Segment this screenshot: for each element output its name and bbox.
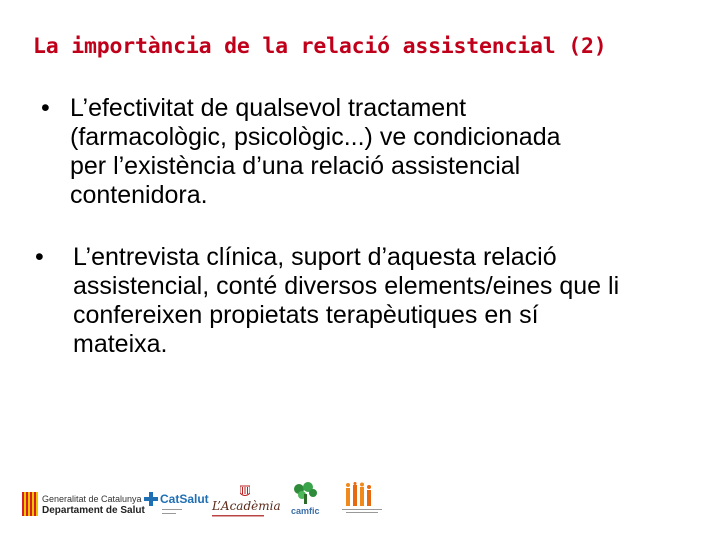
figures-subtext xyxy=(340,508,384,516)
bullet-line: contenidora. xyxy=(70,181,208,209)
senyera-icon xyxy=(22,492,38,516)
bullet-line: mateixa. xyxy=(73,330,168,358)
catsalut-subtext xyxy=(162,508,192,519)
bullet-line: L’efectivitat de qualsevol tractament xyxy=(70,94,467,122)
bullet-line: confereixen propietats terapèutiques en sí xyxy=(73,301,539,329)
slide-title: La importància de la relació assistencial (2) xyxy=(33,34,607,59)
figures-icon xyxy=(342,482,378,508)
catsalut-name: CatSalut xyxy=(160,492,209,506)
catsalut-cross-icon xyxy=(144,492,158,506)
bullet-line: assistencial, conté diversos elements/eines que li xyxy=(73,272,620,300)
academia-name: L’Acadèmia xyxy=(212,499,281,513)
bullet-symbol: • xyxy=(41,94,50,122)
footer-logos xyxy=(22,482,392,522)
bullet-item xyxy=(41,94,681,210)
camfic-name: camfic xyxy=(291,506,320,516)
bullet-item xyxy=(35,243,705,359)
bullet-line: (farmacològic, psicològic...) ve condicionada xyxy=(70,123,561,151)
bullet-symbol: • xyxy=(35,243,44,271)
generalitat-line1: Generalitat de Catalunya xyxy=(42,494,142,504)
academia-subtext xyxy=(212,514,264,518)
crest-icon xyxy=(240,484,250,498)
generalitat-line2: Departament de Salut xyxy=(42,505,145,516)
bullet-line: per l’existència d’una relació assistencial xyxy=(70,152,521,180)
tree-icon xyxy=(290,482,320,504)
bullet-line: L’entrevista clínica, suport d’aquesta relació xyxy=(73,243,557,271)
